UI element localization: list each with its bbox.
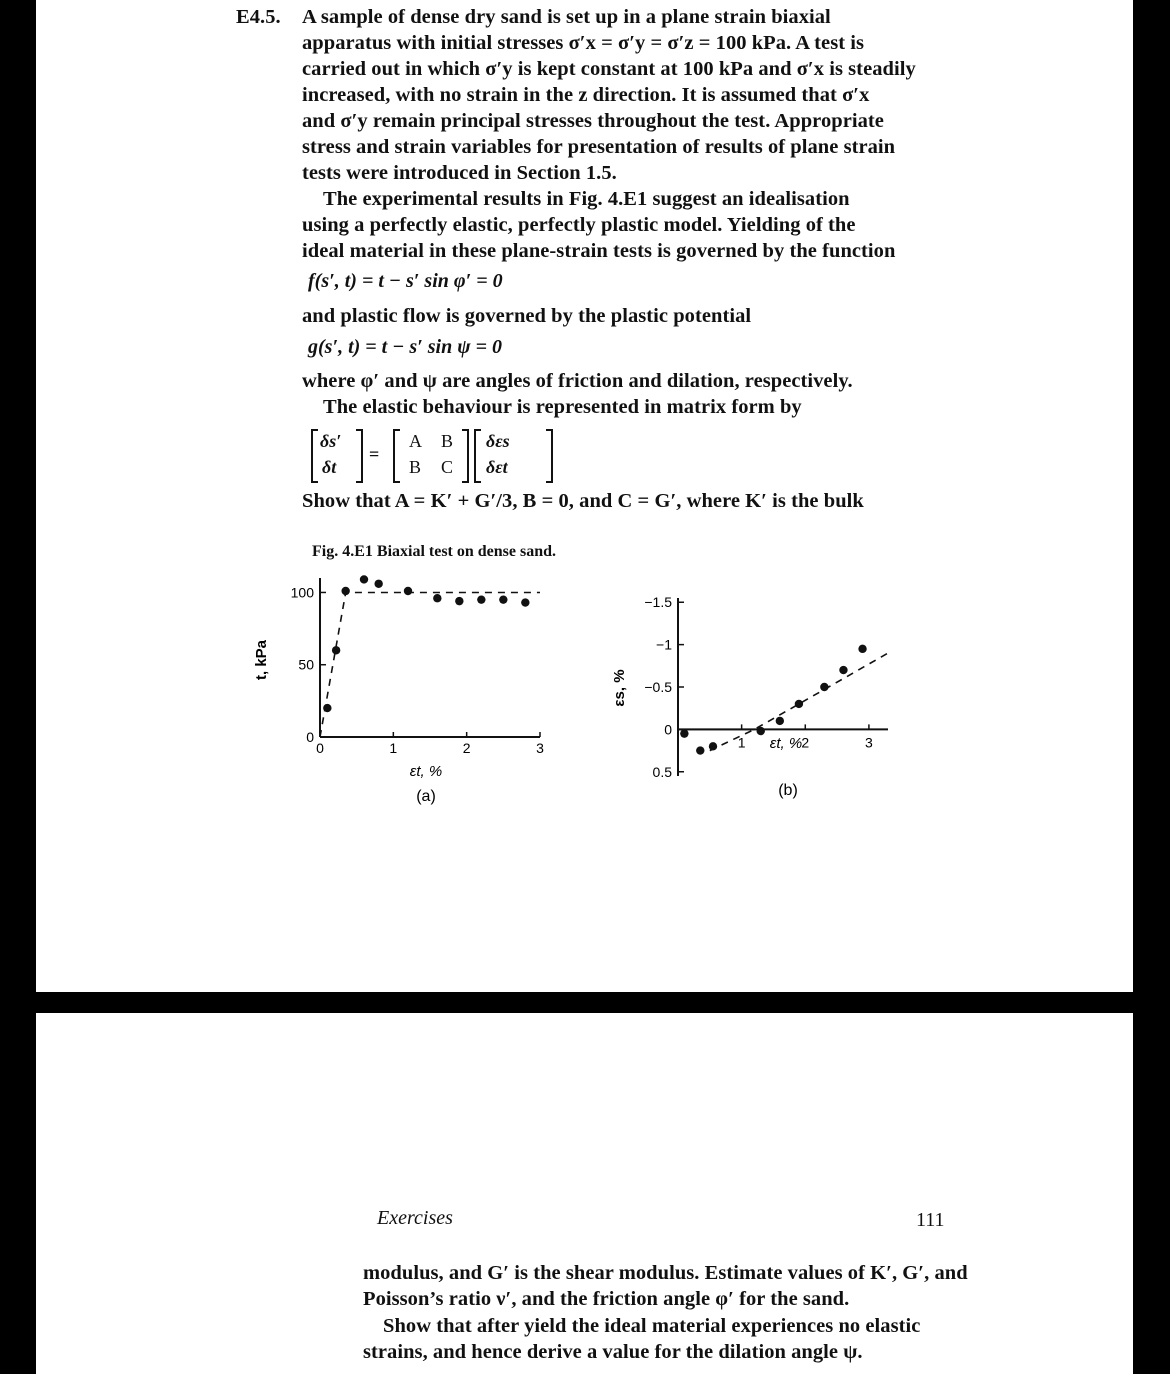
page2-line-1: modulus, and G′ is the shear modulus. Estimate values of K′, G′, and: [363, 1262, 968, 1284]
exercise-number: E4.5.: [236, 6, 281, 28]
matrix-lhs-dt: δt: [322, 457, 337, 477]
page2-line-2: Poisson’s ratio ν′, and the friction angle φ′ for the sand.: [363, 1288, 850, 1310]
para2-line-1: The experimental results in Fig. 4.E1 suggest an idealisation: [323, 188, 850, 210]
y-tick-label-0: 0: [306, 729, 314, 745]
y-axis-label: εs, %: [611, 669, 628, 707]
y-tick-label-−0.5: −0.5: [644, 679, 672, 695]
data-point-4: [776, 717, 784, 725]
plastic-potential-equation: g(s′, t) = t − s′ sin ψ = 0: [308, 336, 502, 358]
y-tick-label-0: 0: [664, 721, 672, 738]
data-point-7: [839, 666, 847, 674]
matrix-coef-b-bottom: B: [409, 457, 422, 477]
matrix-lhs-ds: δs′: [320, 431, 342, 451]
panel-label: (b): [778, 782, 798, 799]
data-point-8: [858, 645, 866, 653]
para1-line-1: A sample of dense dry sand is set up in a plane strain biaxial: [302, 6, 831, 28]
x-tick-label-3: 3: [865, 734, 873, 751]
page2-line-4: strains, and hence derive a value for the dilation angle ψ.: [363, 1341, 863, 1363]
data-point-9: [499, 595, 507, 603]
angles-text: where φ′ and ψ are angles of friction and dilation, respectively.: [302, 370, 853, 392]
para2-line-3: ideal material in these plane-strain tests is governed by the function: [302, 240, 896, 262]
matrix-coef-a: A: [409, 431, 422, 451]
page2-line-3: Show that after yield the ideal material experiences no elastic: [383, 1315, 921, 1337]
data-point-4: [374, 580, 382, 588]
x-tick-label-1: 1: [389, 740, 398, 756]
data-point-5: [404, 587, 412, 595]
matrix-coef-c: C: [441, 457, 454, 477]
x-tick-label-1: 1: [737, 734, 746, 751]
para1-line-2: apparatus with initial stresses σ′x = σ′y = σ′z = 100 kPa. A test is: [302, 32, 865, 54]
panel-label: (a): [416, 788, 436, 805]
x-tick-label-2: 2: [462, 740, 471, 756]
data-point-5: [795, 700, 803, 708]
y-tick-label-100: 100: [290, 584, 314, 601]
para1-line-6: stress and strain variables for presentation of results of plane strain: [302, 136, 896, 158]
y-tick-label-−1.5: −1.5: [644, 594, 672, 611]
plastic-flow-text: and plastic flow is governed by the plastic potential: [302, 305, 752, 327]
page-lower: [36, 1013, 1133, 1374]
data-point-8: [477, 595, 485, 603]
y-tick-label-50: 50: [298, 656, 314, 673]
running-head: Exercises: [377, 1207, 453, 1229]
y-tick-label-0.5: 0.5: [652, 763, 672, 780]
data-point-10: [521, 598, 529, 606]
matrix-coef-b-top: B: [441, 431, 454, 451]
para1-line-3: carried out in which σ′y is kept constant at 100 kPa and σ′x is steadily: [302, 58, 916, 80]
para2-line-2: using a perfectly elastic, perfectly plastic model. Yielding of the: [302, 214, 856, 236]
y-axis-label: t, kPa: [253, 639, 270, 681]
show-that-text: Show that A = K′ + G′/3, B = 0, and C = G′, where K′ is the bulk: [302, 490, 864, 512]
para1-line-7: tests were introduced in Section 1.5.: [302, 162, 617, 184]
para1-line-5: and σ′y remain principal stresses throughout the test. Appropriate: [302, 110, 884, 132]
chart-b: [566, 580, 896, 810]
x-tick-label-2: 2: [801, 734, 810, 751]
para1-line-4: increased, with no strain in the z direction. It is assumed that σ′x: [302, 84, 870, 106]
x-axis-label: εt, %: [769, 735, 803, 752]
page-upper: [36, 0, 1133, 992]
x-tick-label-0: 0: [316, 740, 324, 756]
y-tick-label-−1: −1: [656, 636, 672, 653]
series-line-ideal-elastic-plastic: [320, 593, 540, 738]
elastic-text: The elastic behaviour is represented in matrix form by: [323, 396, 802, 418]
figure-caption: Fig. 4.E1 Biaxial test on dense sand.: [312, 543, 557, 560]
matrix-equals: =: [369, 444, 380, 464]
data-point-1: [696, 746, 704, 754]
yield-function-equation: f(s′, t) = t − s′ sin φ′ = 0: [308, 270, 503, 292]
matrix-rhs-det: δεt: [486, 457, 508, 477]
data-point-6: [433, 594, 441, 602]
chart-a: [236, 570, 576, 820]
matrix-brackets: [306, 426, 566, 486]
x-axis-label: εt, %: [409, 763, 443, 780]
elastic-matrix-equation: [306, 426, 566, 486]
data-point-7: [455, 597, 463, 605]
data-point-3: [360, 575, 368, 583]
data-point-0: [680, 729, 688, 737]
x-tick-label-3: 3: [536, 740, 544, 756]
page-number: 111: [916, 1209, 945, 1231]
matrix-rhs-des: δεs: [486, 431, 510, 451]
